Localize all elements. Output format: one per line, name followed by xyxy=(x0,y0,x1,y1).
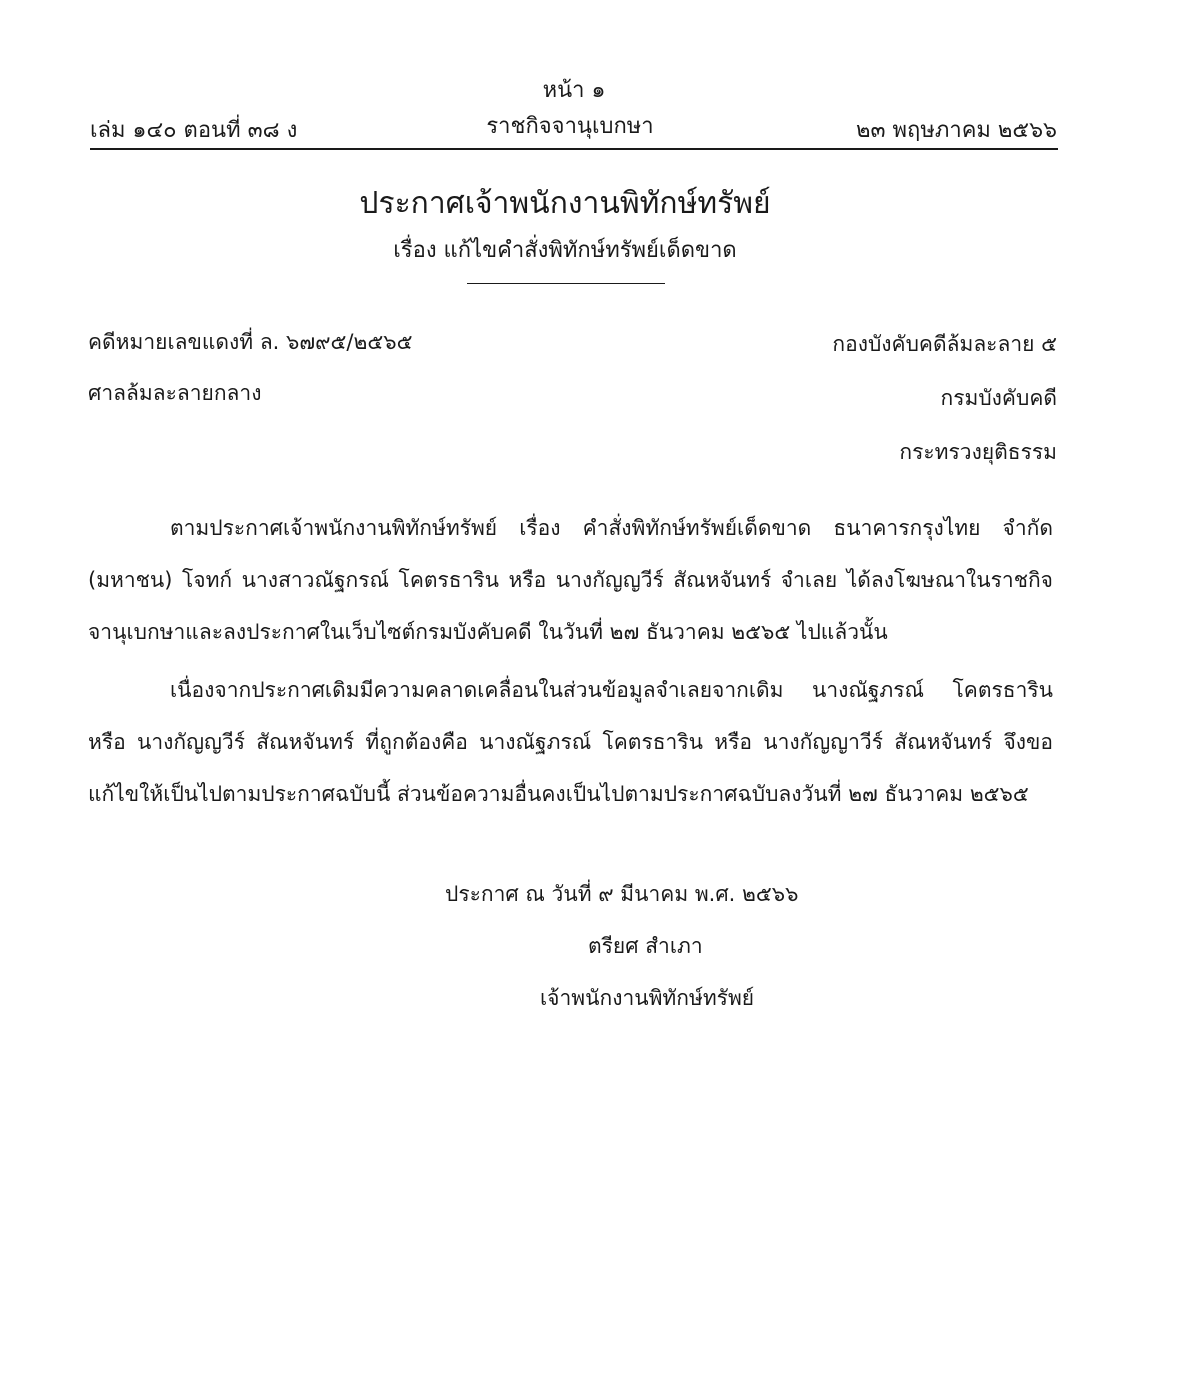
title-underline xyxy=(467,283,665,284)
body-paragraph-2: เนื่องจากประกาศเดิมมีความคลาดเคลื่อนในส่วนข้อมูลจำเลยจากเดิม นางณัฐภรณ์ โคตรธาริน หรือ นางกัญญวีร์ สัณหจันทร์ ที่ถูกต้องคือ นางณัฐภรณ์ โคตรธาริน หรือ นางกัญญาวีร์ สัณหจันทร์ จึงขอแก้ไขให้เป็นไปตามประกาศฉบับนี้ ส่วนข้อความอื่นคงเป็นไปตามประกาศฉบับลงวันที่ ๒๗ ธันวาคม ๒๕๖๕ xyxy=(88,678,1053,806)
ministry-name: กระทรวงยุติธรรม xyxy=(899,440,1057,464)
page-number: หน้า ๑ xyxy=(542,78,606,103)
signatory-name: ตรียศ สำเภา xyxy=(588,934,703,958)
gazette-date: ๒๓ พฤษภาคม ๒๕๖๖ xyxy=(855,118,1057,143)
division-name: กองบังคับคดีล้มละลาย ๕ xyxy=(832,332,1057,356)
body-paragraph-1: ตามประกาศเจ้าพนักงานพิทักษ์ทรัพย์ เรื่อง คำสั่งพิทักษ์ทรัพย์เด็ดขาด ธนาคารกรุงไทย จำกัด (มหาชน) โจทก์ นางสาวณัฐกรณ์ โคตรธาริน หรือ นางกัญญวีร์ สัณหจันทร์ จำเลย ได้ลงโฆษณาในราชกิจจานุเบกษาและลงประกาศในเว็บไซต์กรมบังคับคดี ในวันที่ ๒๗ ธันวาคม ๒๕๖๕ ไปแล้วนั้น xyxy=(88,516,1053,644)
department-name: กรมบังคับคดี xyxy=(940,386,1057,410)
header-rule xyxy=(90,148,1058,150)
gazette-name: ราชกิจจานุเบกษา xyxy=(486,114,654,139)
announce-date: ประกาศ ณ วันที่ ๙ มีนาคม พ.ศ. ๒๕๖๖ xyxy=(445,882,799,906)
signatory-position: เจ้าพนักงานพิทักษ์ทรัพย์ xyxy=(540,986,755,1010)
volume-issue: เล่ม ๑๔๐ ตอนที่ ๓๘ ง xyxy=(90,118,298,143)
document-subject: เรื่อง แก้ไขคำสั่งพิทักษ์ทรัพย์เด็ดขาด xyxy=(393,238,737,263)
case-number: คดีหมายเลขแดงที่ ล. ๖๗๙๕/๒๕๖๕ xyxy=(88,330,413,354)
document-title: ประกาศเจ้าพนักงานพิทักษ์ทรัพย์ xyxy=(359,186,771,221)
court-name: ศาลล้มละลายกลาง xyxy=(88,381,262,405)
